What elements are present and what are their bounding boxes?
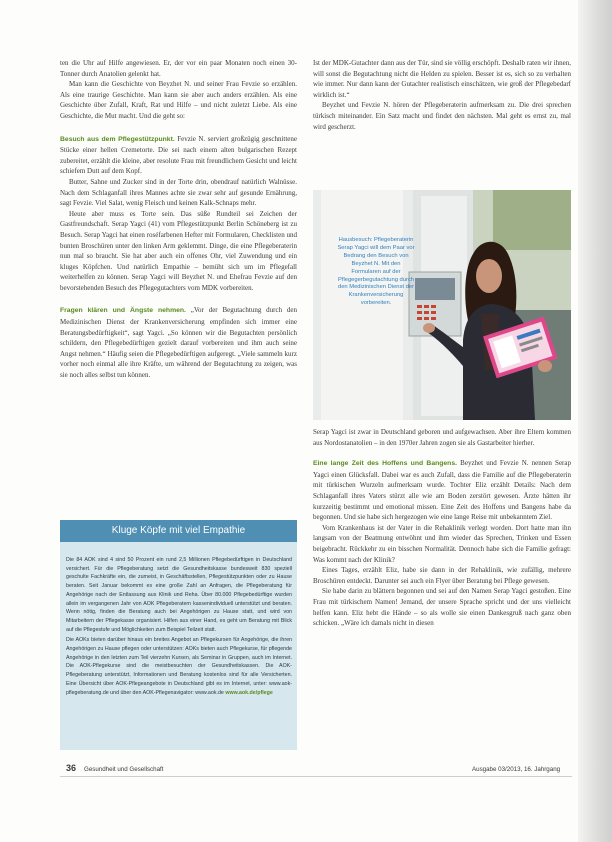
paragraph-text: Beyzhet und Fevzie N. nennen Serap Yagci einen Glücksfall. Dabei war es auch Zufall, dass die Familie auf die Pflegeberaterin mit türkischen Wurzeln aufmerksam wurde. Tochter Eliz erzählt Details: Nach dem Schlaganfall ihres Vaters stürzt alle wie am Boden zerstört gewesen. Ärzte hätten ihr kurzzeitig bestimmt und emotional missen. Eine Zeit des Hoffens und Bangens habe da begonnen. Und sie habe sich hergezogen wie eine lange Reise mit unbekanntem Ziel. xyxy=(313,459,571,522)
paragraph-text: Die AOKs bieten darüber hinaus ein breites Angebot an Pflegekursen für Angehörige, die ihren Angehörigen zu Hause pflegen oder unterstützen: AOKs bieten auch Pflegekurse, für pflegende Angehörige in den letzten zum Teil vierzehn Kursen, als Seminar in Gruppen, auch im Internet. Die AOK-Pflegekurse sind die meistbesuchten der Gesundheitskassen. Die AOK-Pflegeberatung unterstützt, Informationen und Beratung kostenlos sind für alle Versicherten. Eine Übersicht über AOK-Pflegeangebote in Deutschland gibt es im Internet, unter: www.aok-pflegeberatung.de und über den AOK-Pflegenavigator: www.aok.de xyxy=(66,637,292,696)
paragraph-text: „Vor der Begutachtung durch den Medizinischen Dienst der Krankenversicherung empfinden sich immer eine Beratungsbedürftigkeit“, sagt Yagci. „So können wir die Begutachten persönlich schildern, den Pflegebedürftigen gezielt darauf vorbereiten und ihm auch seine Angst nehmen.“ Häufig seien die Pflegebedürftigen aufgeregt. „Viele sammeln kurz vorher noch einmal alle ihre Kräfte, um während der Begutachtung zu zeigen, was sie noch alles selbst tun können. xyxy=(60,306,298,380)
section-paragraph xyxy=(60,134,297,177)
info-box xyxy=(60,520,297,750)
paragraph: Beyzhet und Fevzie N. hören der Pflegeberaterin aufmerksam zu. Die drei sprechen türkisch miteinander. Ein Satz macht und findet den nächsten. Mal geht es ernst zu, mal wird gescherzt. xyxy=(313,101,571,131)
section-paragraph xyxy=(313,458,571,523)
right-column-bottom xyxy=(313,427,571,629)
info-box-paragraph: Die 84 AOK sind 4 sind 50 Prozent ein rund 2,5 Millionen Pflegebedürftigen in Deutschland versichert. Für die Pflegeberatung setzt die Gesundheitskasse bundesweit 830 speziell geschulte Fachkräfte ein, die zumeist, in Geschäftsstellen, Pflegestützpunkten oder zu Hause beraten. Seit Januar bekommt es eine große Zahl an Anfragen, die Pflegeberatung für Angehörige nach der Entlassung aus Klinik und Reha. Über 80.000 Pflegebedürftige wurden allein im vergangenen Jahr von AOK Pflegeberatern kassenindividuell unterstützt und beraten. Wenn nötig, finden die Beratung auch bei Angehörigen zu Hause statt, und wird von Mitarbeitern der Pflegekasse organisiert. Hilfen aus einer Hand, es geht um Beratung mit Blick auf die Pflegestufe und Möglichkeiten zum Beispiel Teilzeit statt. xyxy=(66,557,292,633)
info-box-link[interactable]: www.aok.de/pflege xyxy=(225,689,273,696)
right-column-top xyxy=(313,58,571,132)
info-box-paragraph xyxy=(66,636,292,697)
paragraph: Ist der MDK-Gutachter dann aus der Tür, sind sie völlig erschöpft. Deshalb raten wir ihnen, will sonst die Begutachtung nicht die Helden zu spielen. Besser ist es, sich so zu verhalten wie immer. Nur dann kann der Gutachter realistisch einschätzen, wie groß der Pflegebedarf wirklich ist.“ xyxy=(313,59,571,99)
left-column xyxy=(60,58,297,381)
scan-edge-shadow xyxy=(578,0,612,842)
publication-name: Gesundheit und Gesellschaft xyxy=(84,766,164,773)
photo-pflegeberaterin xyxy=(313,190,571,420)
paragraph: Butter, Sahne und Zucker sind in der Torte drin, obendrauf natürlich Walnüsse. Nach dem Schlaganfall ihres Mannes achte sie zwar sehr auf gesunde Ernährung, sagt Fevzie. Viel Salat, wenig Fleisch und keinen Kalk-Schnaps mehr. xyxy=(60,177,297,208)
section-heading: Besuch aus dem Pflegestützpunkt. xyxy=(60,135,175,143)
info-box-text xyxy=(66,556,292,699)
issue-info: Ausgabe 03/2013, 16. Jahrgang xyxy=(472,766,561,773)
paragraph: Eines Tages, erzählt Eliz, habe sie dann in der Rehaklinik, wie zufällig, mehrere Broschüren entdeckt. Darunter sei auch ein Flyer über Beratung bei Pflege gewesen. xyxy=(313,566,571,585)
paragraph: ten die Uhr auf Hilfe angewiesen. Er, der vor ein paar Monaten noch einen 30-Tonner durch Anatolien gelenkt hat. xyxy=(60,59,297,78)
paragraph: Serap Yagci ist zwar in Deutschland geboren und aufgewachsen. Aber ihre Eltern kommen aus Nordostanatolien – in den 1970er Jahren zogen sie als Gastarbeiter hierher. xyxy=(313,428,571,447)
footer-rule xyxy=(60,776,572,777)
paragraph: Vom Krankenhaus ist der Vater in die Rehaklinik verlegt worden. Dort hatte man ihn langsam von der Beatmung entwöhnt und ihm wieder das Sprechen, Trinken und Essen beigebracht. Rückkehr zu ein bisschen Normalität. Dennoch habe sich die Familie gefragt: Was kommt nach der Klinik? xyxy=(313,523,571,564)
section-paragraph xyxy=(60,305,297,380)
photo-caption: Hausbesuch: Pflegeberaterin Serap Yagci will dem Paar vor Bedrang den Besuch von Beyzhet N. Mit den Formularen auf der Pflegegerbegutachtung durch den Medizinischen Dienst der Krankenversicherung vorbereiten. xyxy=(337,237,415,307)
paragraph: Sie habe darin zu blättern begonnen und sei auf den Namen Serap Yagci gestoßen. Eine Frau mit türkischem Namen! Jemand, der unsere Sprache spricht und der uns vielleicht helfen kann. Eliz hebt die Hände – so als wolle sie einen Dankesgruß nach ganz oben schicken. „Wäre ich damals nicht in diesen xyxy=(313,587,571,628)
paragraph: Man kann die Geschichte von Beyzhet N. und seiner Frau Fevzie so erzählen. Als eine traurige Geschichte. Man kann sie aber auch anders erzählen. Als eine Geschichte über Zufall, Kraft, Rat und Hilfe – und nicht zuletzt Liebe. Als eine Geschichte, die Mut macht. Und die geht so: xyxy=(60,80,297,120)
section-heading: Eine lange Zeit des Hoffens und Bangens. xyxy=(313,460,458,468)
paragraph: Heute aber muss es Torte sein. Das süße Rundteil sei Zeichen der Gastfreundschaft. Serap Yagci (41) vom Pflegestützpunkt Berlin Schöneberg ist zu Besuch. Serap Yagci hat einen roséfarbenen Hefter mit Formularen, Checklisten und bunten Broschüren unter den linken Arm geklemmt. Dinge, die eine Pflegeberaterin nun mal so braucht. Sie hat aber auch ein offenes Ohr, viel Zuwendung und ein kluges Köpfchen. Und natürlich Empathie – bemüht sich um im Pflegefall weiterhelfen zu können. Serap Yagci will Beyzhet N. und Ehefrau Fevzie auf den bevorstehenden Besuch des Pflegegutachters vom MDK vorbereiten. xyxy=(60,209,297,292)
page-number: 36 xyxy=(66,763,77,773)
info-box-title: Kluge Köpfe mit viel Empathie xyxy=(60,520,297,542)
section-heading: Fragen klären und Ängste nehmen. xyxy=(60,307,186,315)
paragraph-text: Fevzie N. serviert großzügig geschnittene Stücke einer hellen Cremetorte. Die sei nach einem alten bulgarischen Rezept zubereitet, erzählt die kleine, aber resolute Frau mit freundlichem Gesicht und leicht schiefem Dutt auf dem Kopf. xyxy=(60,134,297,176)
